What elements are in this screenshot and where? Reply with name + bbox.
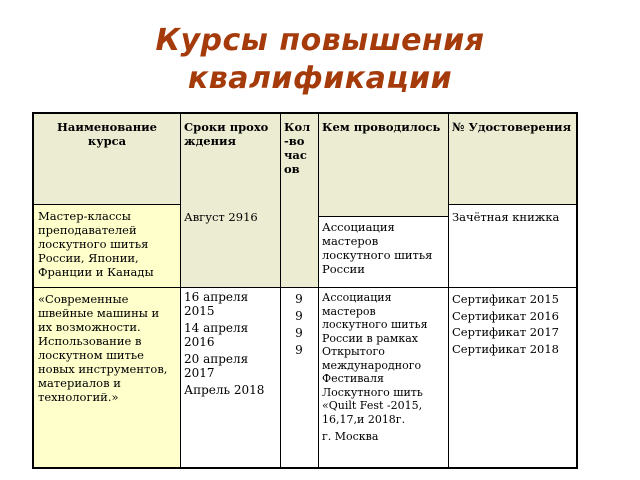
row2-name: «Современные швейные машины и их возможности. Использование в лоскутном шитье новых инструментов, материалов и технологий.»: [34, 287, 180, 467]
row2-date-4: Апрель 2018: [184, 383, 265, 397]
row2-cert-1: Сертификат 2015: [452, 292, 559, 306]
row1-name: Мастер-классы преподавателей лоскутного шитья России, Японии, Франции и Канады: [34, 204, 180, 287]
row2-hours-4: 9: [295, 343, 303, 357]
row1-dates: Август 2916: [184, 210, 258, 224]
row2-cert-3: Сертификат 2017: [452, 325, 559, 339]
grid-hline-by: [318, 216, 448, 217]
row2-cert-4: Сертификат 2018: [452, 341, 559, 356]
page-title: [0, 22, 640, 98]
row2-date-1: 16 апреля 2015: [184, 290, 249, 318]
header-hours: Кол-во часов: [280, 114, 318, 287]
grid-vline-2: [280, 114, 281, 467]
row2-city: г. Москва: [322, 430, 379, 443]
grid-hline-row2: [34, 287, 576, 288]
title-line-1: Курсы повышения: [155, 23, 485, 58]
row1-by: Ассоциация мастеров лоскутного шитья России: [322, 220, 433, 276]
grid-vline-1: [180, 114, 181, 467]
row2-hours: [280, 287, 318, 467]
row2-hours-1: 9: [295, 292, 303, 306]
row2-date-2: 14 апреля 2016: [184, 321, 249, 349]
header-by: Кем проводилось: [318, 114, 448, 216]
header-cert: № Удостоверения: [448, 114, 576, 204]
grid-hline-name: [34, 204, 180, 205]
courses-table: [32, 112, 578, 469]
grid-hline-cert: [448, 204, 576, 205]
row2-dates: [180, 287, 280, 467]
row2-date-3: 20 апреля 2017: [184, 352, 249, 380]
header-dates: Сроки прохождения: [180, 114, 280, 287]
row2-cert-2: Сертификат 2016: [452, 308, 559, 323]
row2-hours-2: 9: [295, 309, 303, 323]
title-line-2: квалификации: [187, 61, 453, 96]
grid-vline-4: [448, 114, 449, 467]
header-name: Наименование курса: [34, 114, 180, 204]
row2-cert: [448, 287, 576, 467]
row1-hours: [280, 206, 318, 287]
row1-cert: Зачётная книжка: [452, 210, 560, 224]
row2-by: Ассоциация мастеров лоскутного шитья России в рамках Открытого международного Фестиваля Лоскутного шить «Quilt Fest -2015, 16,17,и 2018г. г. Москва: [318, 287, 448, 467]
row2-hours-3: 9: [295, 326, 303, 340]
grid-vline-3: [318, 114, 319, 467]
